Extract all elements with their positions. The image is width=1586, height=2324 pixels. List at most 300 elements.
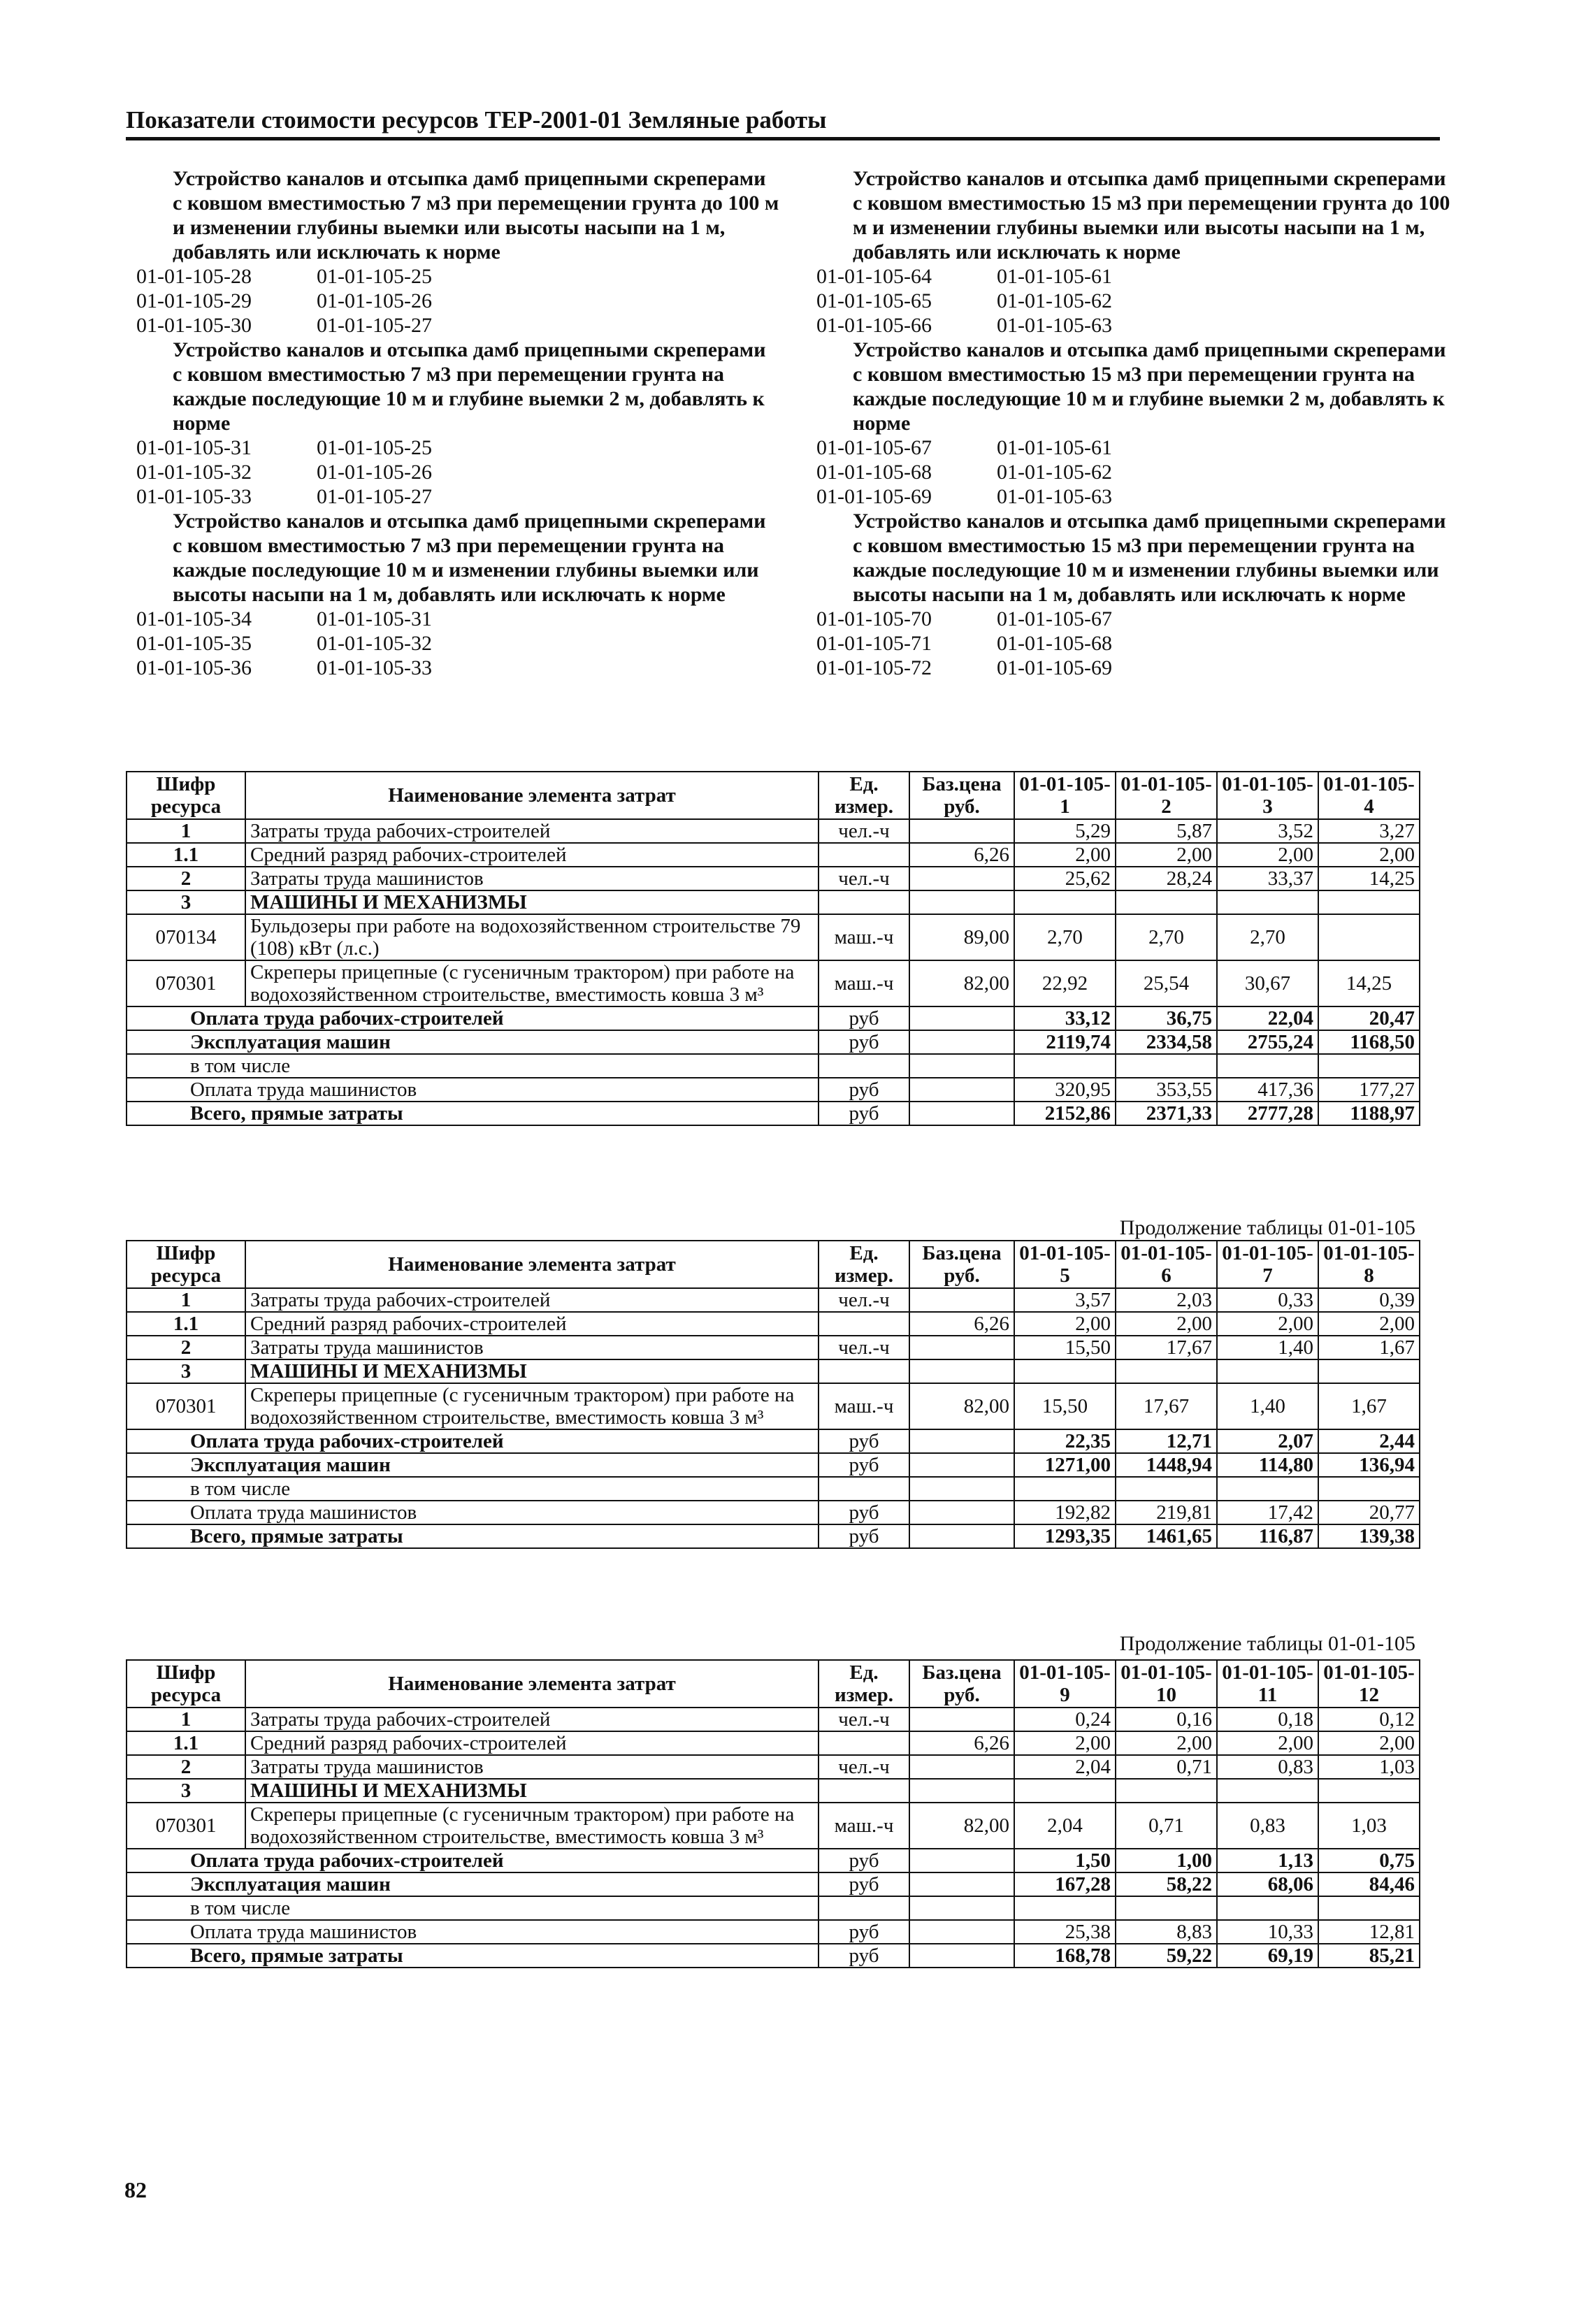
resource-code: 3 [127,1779,245,1803]
summary-row [127,1501,1420,1524]
summary-unit: руб [819,1078,909,1102]
resource-code: 1 [127,819,245,843]
summary-value: 219,81 [1116,1501,1217,1524]
norm-value: 3,57 [1014,1288,1116,1312]
summary-label: Оплата труда рабочих-строителей [127,1429,819,1453]
resource-code: 1 [127,1708,245,1731]
table-row [127,1312,1420,1336]
norm-value: 2,03 [1116,1288,1217,1312]
cost-element-name: МАШИНЫ И МЕХАНИЗМЫ [245,1779,819,1803]
norm-value: 5,87 [1116,819,1217,843]
summary-unit: руб [819,1524,909,1548]
norm-code: 01-01-105-70 [816,607,932,630]
norm-value: 1,67 [1318,1383,1420,1429]
norm-value [1217,1359,1318,1383]
summary-row [127,1524,1420,1548]
norm-code: 01-01-105-31 [136,436,252,459]
summary-value: 2,44 [1318,1429,1420,1453]
base-norm-code: 01-01-105-63 [997,485,1112,508]
base-norm-code: 01-01-105-67 [997,607,1112,630]
cost-element-name: Скреперы прицепные (с гусеничным трактором) при работе на водохозяйственном строительстве, вместимость ковша 3 м³ [245,960,819,1006]
header-norm-column: 01-01-105-5 [1014,1241,1116,1288]
code-pair [136,607,779,631]
summary-empty [909,1524,1014,1548]
header-price: Баз.цена руб. [909,772,1014,819]
norm-value: 28,24 [1116,867,1217,890]
summary-value: 59,22 [1116,1944,1217,1968]
summary-value: 85,21 [1318,1944,1420,1968]
block-title: Устройство каналов и отсыпка дамб прицепными скреперами с ковшом вместимостью 7 м3 при перемещении грунта до 100 м и изменении глубины выемки или высоты насыпи на 1 м, добавлять или исключать к норме [173,167,779,264]
code-pair [816,460,1459,484]
code-pair [136,313,779,338]
norm-value: 2,00 [1116,1731,1217,1755]
summary-value: 1188,97 [1318,1102,1420,1125]
summary-value: 20,47 [1318,1006,1420,1030]
summary-value [1217,1896,1318,1920]
summary-row [127,1944,1420,1968]
page-header: Показатели стоимости ресурсов ТЕР-2001-01 Земляные работы [126,106,827,133]
summary-value: 33,12 [1014,1006,1116,1030]
table-row [127,867,1420,890]
summary-value [1318,1896,1420,1920]
base-norm-code: 01-01-105-32 [317,632,432,655]
norm-value [1116,1779,1217,1803]
resource-code: 1.1 [127,1312,245,1336]
norm-value: 2,00 [1014,1731,1116,1755]
resource-code: 2 [127,867,245,890]
norm-value: 2,00 [1014,1312,1116,1336]
unit [819,1731,909,1755]
summary-row [127,1896,1420,1920]
base-norm-code: 01-01-105-26 [317,461,432,484]
norm-value: 5,29 [1014,819,1116,843]
norm-value [1014,890,1116,914]
table-row [127,843,1420,867]
code-pair [136,264,779,289]
summary-unit: руб [819,1944,909,1968]
summary-empty [909,1453,1014,1477]
norm-value [1217,1779,1318,1803]
summary-value [1217,1477,1318,1501]
table-header-row [127,1660,1420,1708]
resource-code: 3 [127,1359,245,1383]
code-pair [816,607,1459,631]
summary-empty [909,1030,1014,1054]
table-header-row [127,1241,1420,1288]
norm-code: 01-01-105-29 [136,289,252,312]
table-row [127,890,1420,914]
summary-row [127,1453,1420,1477]
table-header-row [127,772,1420,819]
unit: чел.-ч [819,819,909,843]
summary-row [127,1429,1420,1453]
summary-value [1318,1477,1420,1501]
summary-value: 192,82 [1014,1501,1116,1524]
base-norm-code: 01-01-105-68 [997,632,1112,655]
summary-value [1318,1054,1420,1078]
norm-code: 01-01-105-71 [816,632,932,655]
base-price [909,1708,1014,1731]
summary-value: 22,04 [1217,1006,1318,1030]
summary-value: 22,35 [1014,1429,1116,1453]
norm-value: 0,83 [1217,1803,1318,1849]
code-pair [136,289,779,313]
norm-value: 30,67 [1217,960,1318,1006]
norm-value: 0,12 [1318,1708,1420,1731]
summary-label: в том числе [127,1896,819,1920]
norm-value: 33,37 [1217,867,1318,890]
base-price [909,1288,1014,1312]
summary-empty [909,1849,1014,1872]
norm-value [1318,1779,1420,1803]
summary-value [1014,1477,1116,1501]
cost-element-name: МАШИНЫ И МЕХАНИЗМЫ [245,1359,819,1383]
summary-empty [909,1501,1014,1524]
norm-value: 0,71 [1116,1803,1217,1849]
summary-label: в том числе [127,1477,819,1501]
summary-row [127,1006,1420,1030]
summary-label: Всего, прямые затраты [127,1524,819,1548]
summary-label: Оплата труда рабочих-строителей [127,1849,819,1872]
table-row [127,819,1420,843]
base-price: 6,26 [909,1731,1014,1755]
header-norm-column: 01-01-105-7 [1217,1241,1318,1288]
base-norm-code: 01-01-105-26 [317,289,432,312]
summary-value: 12,81 [1318,1920,1420,1944]
summary-row [127,1078,1420,1102]
table-row [127,1779,1420,1803]
base-price [909,1336,1014,1359]
header-code: Шифр ресурса [127,1660,245,1708]
norm-value: 14,25 [1318,960,1420,1006]
summary-value: 136,94 [1318,1453,1420,1477]
base-price [909,867,1014,890]
unit: маш.-ч [819,1383,909,1429]
norm-value: 0,18 [1217,1708,1318,1731]
unit: чел.-ч [819,1336,909,1359]
norm-value: 2,70 [1014,914,1116,960]
norm-value [1217,890,1318,914]
norm-value: 15,50 [1014,1336,1116,1359]
resource-code: 2 [127,1336,245,1359]
header-norm-column: 01-01-105-1 [1014,772,1116,819]
summary-value: 2152,86 [1014,1102,1116,1125]
left-column [136,166,779,680]
summary-value: 177,27 [1318,1078,1420,1102]
code-pair [816,264,1459,289]
cost-element-name: Затраты труда машинистов [245,1755,819,1779]
norm-code: 01-01-105-67 [816,436,932,459]
summary-value: 1448,94 [1116,1453,1217,1477]
summary-row [127,1872,1420,1896]
norm-code: 01-01-105-33 [136,485,252,508]
summary-value: 353,55 [1116,1078,1217,1102]
summary-row [127,1920,1420,1944]
summary-value: 1271,00 [1014,1453,1116,1477]
header-name: Наименование элемента затрат [245,1660,819,1708]
code-pair [816,656,1459,680]
code-pair [816,289,1459,313]
continuation-label: Продолжение таблицы 01-01-105 [1119,1632,1415,1655]
unit [819,890,909,914]
norm-code: 01-01-105-64 [816,265,932,288]
base-price: 82,00 [909,1803,1014,1849]
norm-value: 2,04 [1014,1755,1116,1779]
header-rule [126,137,1440,140]
norm-value: 2,00 [1318,843,1420,867]
norm-value [1014,1359,1116,1383]
summary-label: Оплата труда машинистов [127,1501,819,1524]
summary-label: Эксплуатация машин [127,1872,819,1896]
norm-code: 01-01-105-30 [136,314,252,337]
base-price: 82,00 [909,960,1014,1006]
header-norm-column: 01-01-105-12 [1318,1660,1420,1708]
header-name: Наименование элемента затрат [245,1241,819,1288]
summary-unit [819,1896,909,1920]
resource-code: 070301 [127,960,245,1006]
summary-value: 12,71 [1116,1429,1217,1453]
summary-value [1116,1054,1217,1078]
base-norm-code: 01-01-105-69 [997,656,1112,679]
norm-value: 17,67 [1116,1336,1217,1359]
norm-value: 2,70 [1116,914,1217,960]
code-pair [136,656,779,680]
summary-unit [819,1477,909,1501]
norm-value: 2,70 [1217,914,1318,960]
header-norm-column: 01-01-105-3 [1217,772,1318,819]
summary-value [1217,1054,1318,1078]
base-norm-code: 01-01-105-27 [317,485,432,508]
cost-element-name: Затраты труда рабочих-строителей [245,1708,819,1731]
base-norm-code: 01-01-105-33 [317,656,432,679]
table-row [127,1336,1420,1359]
summary-value: 0,75 [1318,1849,1420,1872]
norm-value: 2,00 [1318,1312,1420,1336]
norm-value: 14,25 [1318,867,1420,890]
summary-value: 8,83 [1116,1920,1217,1944]
cost-element-name: Скреперы прицепные (с гусеничным трактором) при работе на водохозяйственном строительстве, вместимость ковша 3 м³ [245,1803,819,1849]
code-pair [136,631,779,656]
block-title: Устройство каналов и отсыпка дамб прицепными скреперами с ковшом вместимостью 15 м3 при перемещении грунта до 100 м и изменении глубины выемки или высоты насыпи на 1 м, добавлять или исключать к норме [853,167,1450,264]
base-price [909,1755,1014,1779]
header-price: Баз.цена руб. [909,1660,1014,1708]
cost-table-3 [126,1659,1420,1968]
summary-value: 1461,65 [1116,1524,1217,1548]
base-price [909,890,1014,914]
unit [819,1779,909,1803]
header-name: Наименование элемента затрат [245,772,819,819]
summary-label: Эксплуатация машин [127,1030,819,1054]
base-norm-code: 01-01-105-61 [997,265,1112,288]
cost-element-name: Средний разряд рабочих-строителей [245,1731,819,1755]
norm-value: 0,39 [1318,1288,1420,1312]
norm-value: 2,00 [1318,1731,1420,1755]
table-row [127,1708,1420,1731]
cost-element-name: Бульдозеры при работе на водохозяйственном строительстве 79 (108) кВт (л.с.) [245,914,819,960]
unit [819,1359,909,1383]
summary-empty [909,1429,1014,1453]
summary-value: 20,77 [1318,1501,1420,1524]
summary-value: 2334,58 [1116,1030,1217,1054]
norm-code: 01-01-105-72 [816,656,932,679]
header-unit: Ед. измер. [819,1241,909,1288]
summary-value: 17,42 [1217,1501,1318,1524]
norm-value [1116,890,1217,914]
norm-value: 2,00 [1217,843,1318,867]
summary-value: 68,06 [1217,1872,1318,1896]
code-pair [816,484,1459,509]
header-norm-column: 01-01-105-9 [1014,1660,1116,1708]
summary-value: 58,22 [1116,1872,1217,1896]
summary-value: 1168,50 [1318,1030,1420,1054]
continuation-label: Продолжение таблицы 01-01-105 [1119,1216,1415,1239]
resource-code: 1 [127,1288,245,1312]
base-norm-code: 01-01-105-62 [997,289,1112,312]
norm-value: 17,67 [1116,1383,1217,1429]
norm-code: 01-01-105-65 [816,289,932,312]
summary-empty [909,1872,1014,1896]
cost-element-name: Средний разряд рабочих-строителей [245,1312,819,1336]
summary-row [127,1102,1420,1125]
block-title: Устройство каналов и отсыпка дамб прицепными скреперами с ковшом вместимостью 15 м3 при перемещении грунта на каждые последующие 10 м и изменении глубины выемки или высоты насыпи на 1 м, добавлять или исключать к норме [853,510,1446,606]
cost-element-name: Затраты труда машинистов [245,1336,819,1359]
summary-row [127,1849,1420,1872]
norm-value: 2,00 [1116,843,1217,867]
summary-value: 2755,24 [1217,1030,1318,1054]
summary-label: в том числе [127,1054,819,1078]
block-title: Устройство каналов и отсыпка дамб прицепными скреперами с ковшом вместимостью 7 м3 при перемещении грунта на каждые последующие 10 м и изменении глубины выемки или высоты насыпи на 1 м, добавлять или исключать к норме [173,510,766,606]
summary-unit: руб [819,1006,909,1030]
summary-value [1116,1896,1217,1920]
norm-value: 0,24 [1014,1708,1116,1731]
summary-row [127,1054,1420,1078]
summary-empty [909,1078,1014,1102]
norm-code: 01-01-105-32 [136,461,252,484]
unit: чел.-ч [819,867,909,890]
norm-value: 25,62 [1014,867,1116,890]
table-row [127,1803,1420,1849]
unit [819,843,909,867]
summary-value: 168,78 [1014,1944,1116,1968]
summary-label: Эксплуатация машин [127,1453,819,1477]
norm-code: 01-01-105-66 [816,314,932,337]
summary-unit: руб [819,1030,909,1054]
resource-code: 070301 [127,1803,245,1849]
table-row [127,1755,1420,1779]
summary-empty [909,1944,1014,1968]
summary-value: 1293,35 [1014,1524,1116,1548]
cost-element-name: Затраты труда рабочих-строителей [245,1288,819,1312]
code-pair [816,631,1459,656]
summary-unit: руб [819,1453,909,1477]
norm-code: 01-01-105-35 [136,632,252,655]
summary-value: 2777,28 [1217,1102,1318,1125]
header-norm-column: 01-01-105-10 [1116,1660,1217,1708]
summary-label: Оплата труда рабочих-строителей [127,1006,819,1030]
cost-element-name: Скреперы прицепные (с гусеничным трактором) при работе на водохозяйственном строительстве, вместимость ковша 3 м³ [245,1383,819,1429]
base-norm-code: 01-01-105-61 [997,436,1112,459]
norm-code: 01-01-105-36 [136,656,252,679]
table-row [127,1731,1420,1755]
norm-value: 15,50 [1014,1383,1116,1429]
unit: маш.-ч [819,1803,909,1849]
unit: маш.-ч [819,914,909,960]
header-norm-column: 01-01-105-6 [1116,1241,1217,1288]
summary-unit: руб [819,1501,909,1524]
code-pair [136,460,779,484]
summary-value: 69,19 [1217,1944,1318,1968]
base-norm-code: 01-01-105-27 [317,314,432,337]
norm-value [1318,890,1420,914]
summary-value: 84,46 [1318,1872,1420,1896]
norm-value: 3,27 [1318,819,1420,843]
norm-value: 1,40 [1217,1336,1318,1359]
summary-empty [909,1102,1014,1125]
summary-value: 10,33 [1217,1920,1318,1944]
table-row [127,914,1420,960]
resource-code: 1.1 [127,843,245,867]
cost-element-name: Затраты труда машинистов [245,867,819,890]
resource-code: 070134 [127,914,245,960]
summary-value: 2,07 [1217,1429,1318,1453]
base-price [909,819,1014,843]
summary-row [127,1477,1420,1501]
block-title: Устройство каналов и отсыпка дамб прицепными скреперами с ковшом вместимостью 15 м3 при перемещении грунта на каждые последующие 10 м и глубине выемки 2 м, добавлять к норме [853,338,1446,435]
base-price: 6,26 [909,843,1014,867]
header-norm-column: 01-01-105-8 [1318,1241,1420,1288]
summary-label: Оплата труда машинистов [127,1920,819,1944]
summary-value: 25,38 [1014,1920,1116,1944]
norm-code: 01-01-105-69 [816,485,932,508]
base-norm-code: 01-01-105-25 [317,265,432,288]
norm-value: 2,00 [1014,843,1116,867]
header-unit: Ед. измер. [819,1660,909,1708]
base-price: 89,00 [909,914,1014,960]
norm-value: 2,04 [1014,1803,1116,1849]
unit [819,1312,909,1336]
summary-empty [909,1920,1014,1944]
norm-value: 2,00 [1116,1312,1217,1336]
code-pair [136,484,779,509]
base-price: 82,00 [909,1383,1014,1429]
summary-value: 139,38 [1318,1524,1420,1548]
norm-code: 01-01-105-68 [816,461,932,484]
base-price: 6,26 [909,1312,1014,1336]
code-pair [816,435,1459,460]
norm-value: 0,71 [1116,1755,1217,1779]
norm-value [1318,1359,1420,1383]
base-price [909,1359,1014,1383]
unit: чел.-ч [819,1755,909,1779]
norm-value: 22,92 [1014,960,1116,1006]
base-price [909,1779,1014,1803]
norm-value: 3,52 [1217,819,1318,843]
norm-value: 25,54 [1116,960,1217,1006]
table-row [127,1383,1420,1429]
cost-element-name: Затраты труда рабочих-строителей [245,819,819,843]
summary-value: 320,95 [1014,1078,1116,1102]
header-norm-column: 01-01-105-11 [1217,1660,1318,1708]
summary-label: Всего, прямые затраты [127,1944,819,1968]
page-number: 82 [124,2177,147,2202]
summary-unit [819,1054,909,1078]
unit: чел.-ч [819,1288,909,1312]
summary-value: 417,36 [1217,1078,1318,1102]
summary-value: 1,00 [1116,1849,1217,1872]
table-row [127,960,1420,1006]
code-pair [816,313,1459,338]
norm-value [1116,1359,1217,1383]
